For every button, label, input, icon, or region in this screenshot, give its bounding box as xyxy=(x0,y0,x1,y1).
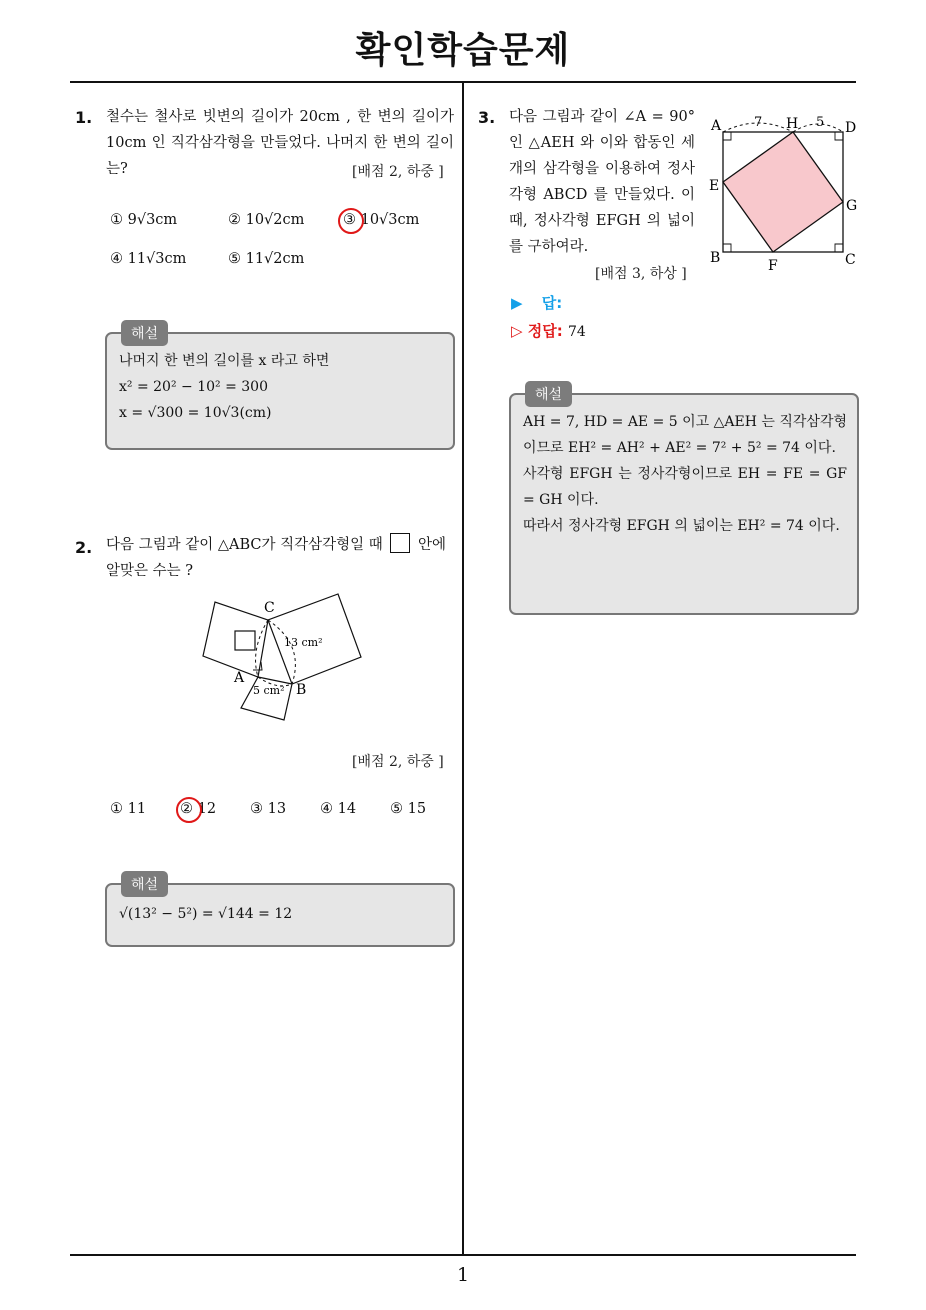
page-title: 확인학습문제 xyxy=(355,30,571,71)
q3-solution-line: AH = 7, HD = AE = 5 이고 △AEH 는 직각삼각형이므로 EH² = AH² + AE² = 7² + 5² = 74 이다. xyxy=(523,414,847,456)
label-a: A xyxy=(234,670,245,686)
q3-number: 3. xyxy=(478,108,496,127)
label-b: B xyxy=(710,250,721,266)
q3-correct-row xyxy=(511,320,586,341)
q1-solution-line: 나머지 한 변의 길이를 x 라고 하면 xyxy=(119,353,330,369)
label-a: A xyxy=(711,118,722,134)
q2-number: 2. xyxy=(75,538,93,557)
q2-solution-line: √(13² − 5²) = √144 = 12 xyxy=(119,906,293,922)
label-e: E xyxy=(709,178,720,194)
q2-answer-mark xyxy=(176,797,202,823)
q2-solution-tag: 해설 xyxy=(121,871,168,897)
q2-choice-2[interactable]: ② 12 xyxy=(180,801,217,817)
q3-solution-body xyxy=(523,409,847,539)
bottom-rule xyxy=(70,1254,856,1256)
right-angle-a xyxy=(723,132,731,140)
label-c: C xyxy=(845,252,856,268)
q1-solution-body xyxy=(119,348,443,426)
label-b: B xyxy=(296,682,307,698)
q3-figure xyxy=(706,110,864,275)
q1-solution-line: x = √300 = 10√3(cm) xyxy=(119,405,272,421)
play-icon: ▶ xyxy=(511,294,523,312)
label-len-5: 5 xyxy=(816,115,825,130)
q2-solution-body xyxy=(119,901,443,927)
q1-meta: [배점 2, 하중 ] xyxy=(352,164,444,180)
q1-solution-tag: 해설 xyxy=(121,320,168,346)
q1-choice-3[interactable]: ③ 10√3cm xyxy=(343,212,420,228)
label-len-7: 7 xyxy=(754,115,763,130)
q1-choice-2[interactable]: ② 10√2cm xyxy=(228,212,305,228)
blank-square xyxy=(235,631,255,650)
q2-figure xyxy=(195,590,375,725)
q2-text xyxy=(106,532,456,584)
q2-text-line2: 알맞은 수는 ? xyxy=(106,563,194,579)
outline-triangle-icon: ▷ xyxy=(511,322,523,340)
q3-solution-tag: 해설 xyxy=(525,381,572,407)
label-area-13: 13 cm² xyxy=(284,636,323,649)
q3-solution-line: 사각형 EFGH 는 정사각형이므로 EH = FE = GF = GH 이다. xyxy=(523,466,847,508)
label-h: H xyxy=(786,116,799,132)
q3-correct-label: 정답: xyxy=(527,322,563,340)
right-angle-d xyxy=(835,132,843,140)
label-d: D xyxy=(845,120,857,136)
right-angle-c xyxy=(835,244,843,252)
label-area-5: 5 cm² xyxy=(253,684,285,697)
q2-choice-4[interactable]: ④ 14 xyxy=(320,801,357,817)
q1-choice-4[interactable]: ④ 11√3cm xyxy=(110,251,187,267)
square-efgh xyxy=(723,132,843,252)
label-c: C xyxy=(264,600,275,616)
page-number: 1 xyxy=(456,1264,470,1286)
q3-answer-label: 답: xyxy=(541,294,563,312)
label-f: F xyxy=(768,258,778,274)
q3-solution-line: 따라서 정사각형 EFGH 의 넓이는 EH² = 74 이다. xyxy=(523,518,840,534)
q1-solution-box xyxy=(105,326,455,450)
label-g: G xyxy=(846,198,858,214)
q3-solution-box xyxy=(509,387,859,615)
column-divider xyxy=(462,83,464,1254)
right-angle-b xyxy=(723,244,731,252)
q2-text-after: 안에 xyxy=(418,537,447,553)
q1-text: 철수는 철사로 빗변의 길이가 20cm , 한 변의 길이가 10cm 인 직각삼각형을 만들었다. 나머지 한 변의 길이는? xyxy=(106,109,454,177)
q1-answer-mark xyxy=(338,208,364,234)
q2-choice-3[interactable]: ③ 13 xyxy=(250,801,287,817)
q2-text-before: 다음 그림과 같이 △ABC가 직각삼각형일 때 xyxy=(106,537,383,553)
q3-meta: [배점 3, 하상 ] xyxy=(595,266,687,282)
q1-solution-line: x² = 20² − 10² = 300 xyxy=(119,379,268,395)
q2-choice-1[interactable]: ① 11 xyxy=(110,801,147,817)
q2-solution-box xyxy=(105,877,455,947)
right-angle-mark xyxy=(253,662,262,670)
q3-answer-row xyxy=(511,292,562,313)
blank-box xyxy=(390,533,410,553)
q2-choice-5[interactable]: ⑤ 15 xyxy=(390,801,427,817)
q3-correct-value: 74 xyxy=(568,324,586,340)
q1-choice-5[interactable]: ⑤ 11√2cm xyxy=(228,251,305,267)
q1-number: 1. xyxy=(75,108,93,127)
q1-choice-1[interactable]: ① 9√3cm xyxy=(110,212,178,228)
q3-text: 다음 그림과 같이 ∠A = 90° 인 △AEH 와 이와 합동인 세 개의 삼각형을 이용하여 정사각형 ABCD 를 만들었다. 이 때, 정사각형 EFGH 의 넓이를 구하여라. xyxy=(509,109,695,255)
q2-meta: [배점 2, 하중 ] xyxy=(352,754,444,770)
